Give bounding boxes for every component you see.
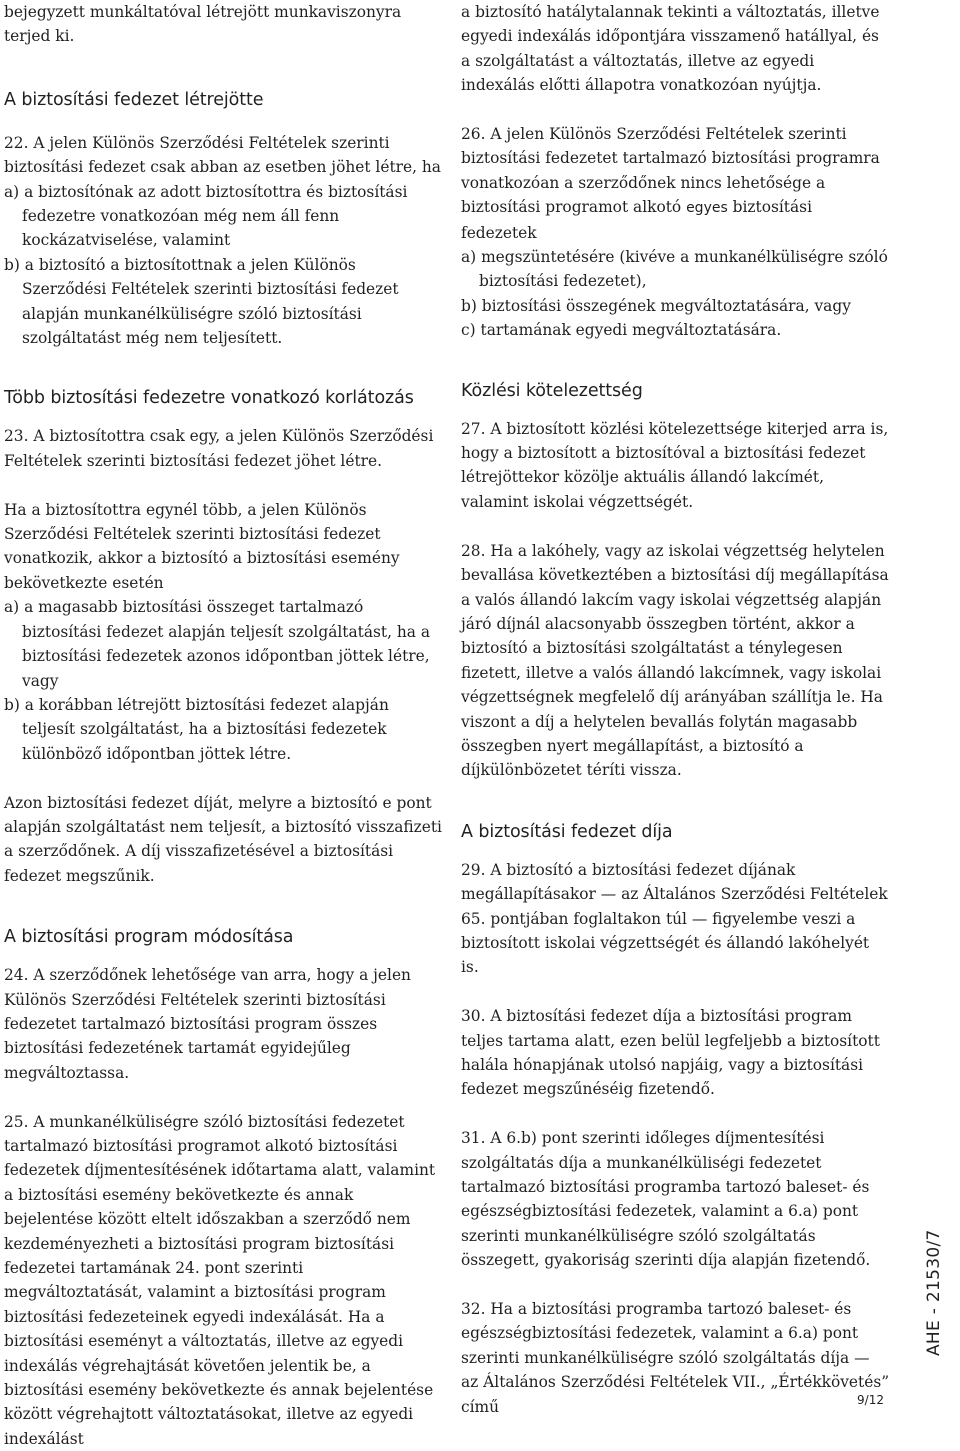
paragraph-ha-egynel-tobb: Ha a biztosítottra egynél több, a jelen Különös Szerződési Feltételek szerinti biztosítási fedezet vonatkozik, akkor a biztosító a biztosítási esemény bekövetkezte esetén: [4, 500, 400, 592]
paragraph-26-c: c) tartamának egyedi megváltoztatására.: [461, 321, 782, 340]
heading-program-modositasa: A biztosítási program módosítása: [4, 927, 294, 948]
page-number: 9/12: [857, 1393, 884, 1407]
paragraph-26-a: a) megszüntetésére (kivéve a munkanélküliségre szóló biztosítási fedezetet),: [461, 248, 888, 291]
heading-fedezet-letrejotte: A biztosítási fedezet létrejötte: [4, 89, 264, 110]
paragraph-30: 30. A biztosítási fedezet díja a biztosítási program teljes tartama alatt, ezen belül legfeljebb a biztosított halála hónapjának utolsó napjáig, vagy a biztosítási fedezet megszűnéséig fizetendő.: [461, 1007, 880, 1099]
emphasis-egyes: egyes: [686, 200, 728, 217]
continuation-paragraph-right: a biztosító hatálytalannak tekinti a változtatás, illetve egyedi indexálás időpontjára visszamenő hatállyal, és a szolgáltatást a változtatás, illetve az egyedi indexálás előtti állapotra vonatkozóan nyújtja.: [461, 3, 880, 95]
right-column: [461, 0, 891, 1419]
document-code: AHE - 21530/7: [924, 1229, 944, 1356]
heading-kozlesi-kotelezettseg: Közlési kötelezettség: [461, 380, 643, 401]
heading-fedezet-dija: A biztosítási fedezet díja: [461, 821, 673, 842]
paragraph-azon: Azon biztosítási fedezet díját, melyre a biztosító e pont alapján szolgáltatást nem teljesít, a biztosító visszafizeti a szerződőnek. A díj visszafizetésével a biztosítási fedezet megszűnik.: [4, 793, 442, 885]
paragraph-29: 29. A biztosító a biztosítási fedezet díjának megállapításakor — az Általános Szerződési Feltételek 65. pontjában foglaltakon túl — figyelembe veszi a biztosított iskolai végzettségét és állandó lakóhelyét is.: [461, 860, 888, 977]
paragraph-26: 26. A jelen Különös Szerződési Feltételek szerinti biztosítási fedezetet tartalmazó biztosítási programra vonatkozóan a szerződőnek nincs lehetősége a biztosítási programot alkotó egyes biztosítási fedezetek: [461, 125, 880, 242]
paragraph-22-a: a) a biztosítónak az adott biztosítottra és biztosítási fedezetre vonatkozóan még nem áll fenn kockázatviselése, valamint: [4, 182, 408, 250]
paragraph-ha-a: a) a magasabb biztosítási összeget tartalmazó biztosítási fedezet alapján teljesít szolgáltatást, ha a biztosítási fedezetek azonos időpontban jöttek létre, vagy: [4, 598, 431, 690]
paragraph-23: 23. A biztosítottra csak egy, a jelen Különös Szerződési Feltételek szerinti biztosítási fedezet jöhet létre.: [4, 427, 434, 470]
paragraph-22-b: b) a biztosító a biztosítottnak a jelen Különös Szerződési Feltételek szerinti biztosítási fedezet alapján munkanélküliségre szóló biztosítási szolgáltatást még nem teljesített.: [4, 255, 399, 348]
paragraph-ha-b: b) a korábban létrejött biztosítási fedezet alapján teljesít szolgáltatást, ha a biztosítási fedezetek különböző időpontban jöttek létre.: [4, 695, 389, 763]
paragraph-28: 28. Ha a lakóhely, vagy az iskolai végzettség helytelen bevallása következtében a biztosítási díj megállapítása a valós állandó lakcím vagy iskolai végzettség alapján járó díjnál alacsonyabb összegben történt, akkor a biztosító a biztosítási szolgáltatást a ténylegesen fizetett, illetve a valós állandó lakcímnek, vagy iskolai végzettségnek megfelelő díj arányában szállítja le. Ha viszont a díj a helytelen bevallás folytán magasabb összegben nyert megállapítást, a biztosító a díjkülönbözetet téríti vissza.: [461, 541, 889, 780]
paragraph-31: 31. A 6.b) pont szerinti időleges díjmentesítési szolgáltatás díja a munkanélküliségi fedezetet tartalmazó biztosítási programba tartozó baleset- és egészségbiztosítási fedezetek, valamint a 6.a) pont szerinti munkanélküliségre szóló szolgáltatás összegett, gyakoriság szerinti díja alapján fizetendő.: [461, 1129, 871, 1270]
paragraph-25: 25. A munkanélküliségre szóló biztosítási fedezetet tartalmazó biztosítási programot alkotó biztosítási fedezetek díjmentesítésének időtartama alatt, valamint a biztosítási esemény bekövetkezte és annak bejelentése között eltelt időszakban a szerződő nem kezdeményezheti a biztosítási program biztosítási fedezetei tartamának 24. pont szerinti megváltoztatását, valamint a biztosítási program biztosítási fedezeteinek egyedi indexálását. Ha a biztosítási eseményt a változtatás, illetve az egyedi indexálás végrehajtását követően jelentik be, a biztosítási esemény bekövetkezte és annak bejelentése között végrehajtott változtatásokat, illetve az egyedi indexálást: [4, 1112, 436, 1448]
paragraph-22: 22. A jelen Különös Szerződési Feltételek szerinti biztosítási fedezet csak abban az esetben jöhet létre, ha: [4, 133, 441, 177]
paragraph-32: 32. Ha a biztosítási programba tartozó baleset- és egészségbiztosítási fedezetek, valamint a 6.a) pont szerinti munkanélküliségre szóló szolgáltatás díja — az Általános Szerződési Feltételek VII., „Értékkövetés” című: [461, 1300, 890, 1416]
paragraph-27: 27. A biztosított közlési kötelezettsége kiterjed arra is, hogy a biztosított a biztosítóval a biztosítási fedezet létrejöttekor közölje aktuális állandó lakcímét, valamint iskolai végzettségét.: [461, 419, 889, 511]
continuation-paragraph: bejegyzett munkáltatóval létrejött munkaviszonyra terjed ki.: [4, 3, 402, 46]
paragraph-24: 24. A szerződőnek lehetősége van arra, hogy a jelen Különös Szerződési Feltételek szerinti biztosítási fedezetet tartalmazó biztosítási program összes biztosítási fedezetének tartamát egyidejűleg megváltoztassa.: [4, 966, 411, 1082]
paragraph-26-b: b) biztosítási összegének megváltoztatására, vagy: [461, 296, 851, 315]
heading-tobb-fedezet: Több biztosítási fedezetre vonatkozó korlátozás: [4, 388, 414, 409]
left-column: [4, 0, 444, 1451]
